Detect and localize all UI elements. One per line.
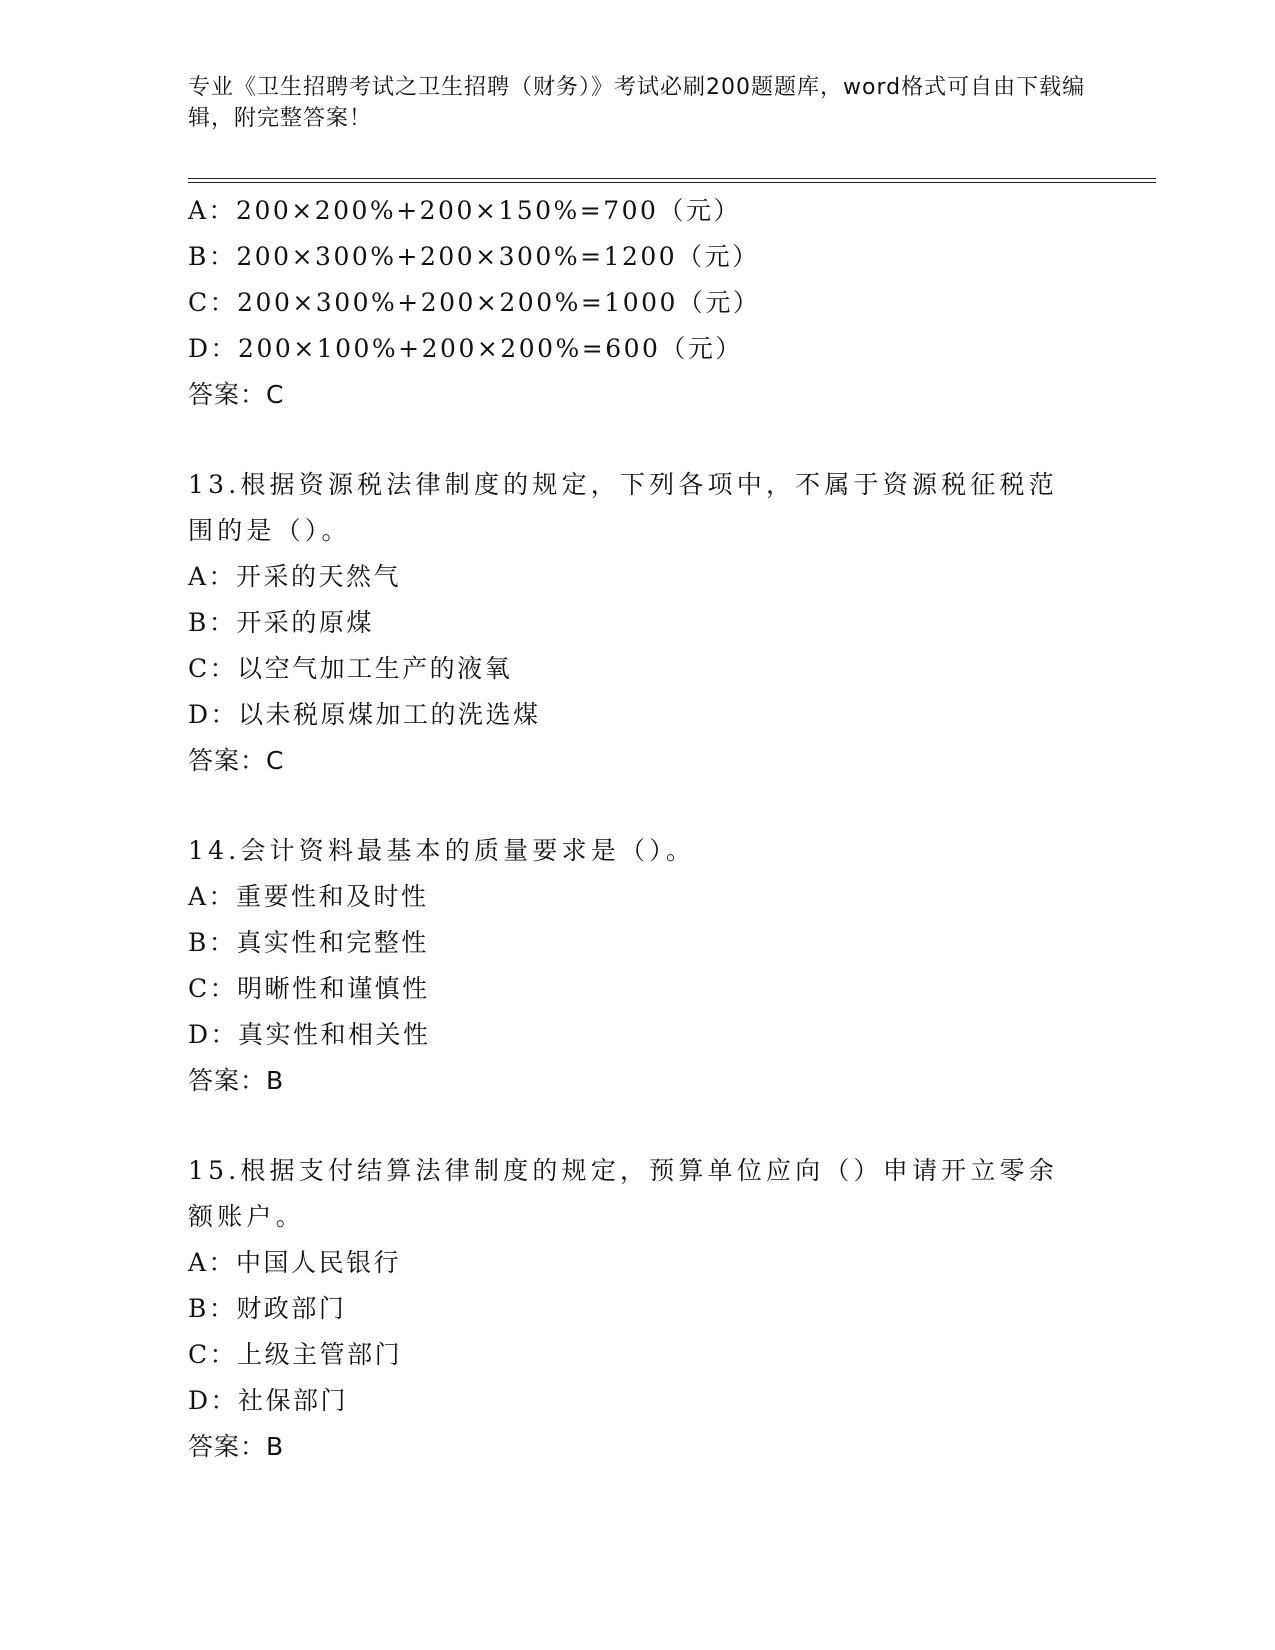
option-a: A：中国人民银行 — [188, 1248, 402, 1277]
option-b: B：真实性和完整性 — [188, 928, 429, 957]
option-a: A：重要性和及时性 — [188, 882, 429, 911]
question-text: 13.根据资源税法律制度的规定，下列各项中，不属于资源税征税范围的是（）。 — [188, 470, 1058, 545]
option-a: A：开采的天然气 — [188, 562, 402, 591]
option-b: B：200×300%+200×300%=1200（元） — [188, 242, 760, 271]
question-list — [188, 188, 1088, 1470]
answer: 答案：B — [188, 1066, 285, 1095]
header-divider — [188, 178, 1156, 183]
option-c: C：上级主管部门 — [188, 1340, 403, 1369]
option-c: C：明晰性和谨慎性 — [188, 974, 430, 1003]
answer: 答案：C — [188, 380, 285, 409]
answer: 答案：B — [188, 1432, 285, 1461]
answer: 答案：C — [188, 746, 285, 775]
question-15 — [188, 1148, 1088, 1470]
question-12 — [188, 188, 1088, 418]
option-c: C：以空气加工生产的液氧 — [188, 654, 513, 683]
document-header: 专业《卫生招聘考试之卫生招聘（财务）》考试必刷200题题库，word格式可自由下载编辑，附完整答案！ — [188, 75, 1086, 131]
option-d: D：社保部门 — [188, 1386, 349, 1415]
question-text: 14.会计资料最基本的质量要求是（）。 — [188, 836, 696, 865]
option-d: D：以未税原煤加工的洗选煤 — [188, 700, 541, 729]
question-14 — [188, 828, 1088, 1104]
option-b: B：开采的原煤 — [188, 608, 374, 637]
option-a: A：200×200%+200×150%=700（元） — [188, 196, 741, 225]
option-b: B：财政部门 — [188, 1294, 347, 1323]
option-d: D：真实性和相关性 — [188, 1020, 431, 1049]
option-d: D：200×100%+200×200%=600（元） — [188, 334, 743, 363]
option-c: C：200×300%+200×200%=1000（元） — [188, 288, 761, 317]
question-text: 15.根据支付结算法律制度的规定，预算单位应向（）申请开立零余额账户。 — [188, 1156, 1058, 1231]
question-13 — [188, 462, 1088, 784]
